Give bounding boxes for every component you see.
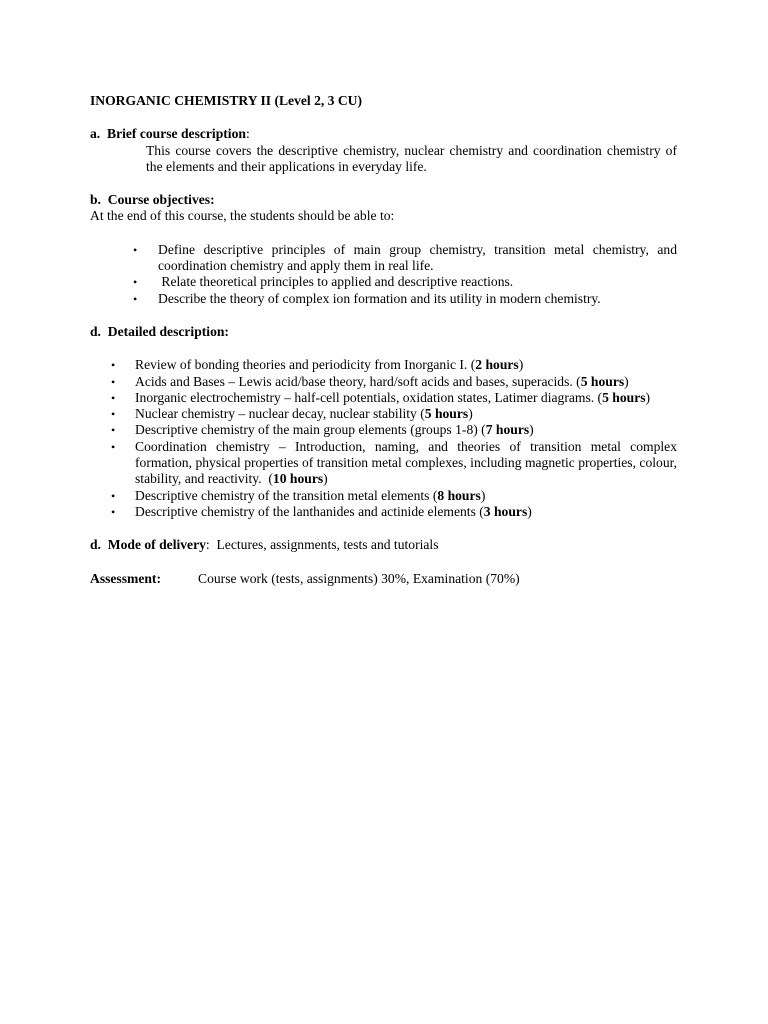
list-item [90,274,677,290]
item-close: ) [518,357,524,373]
item-text: Descriptive chemistry of the main group elements (groups 1-8) ( [135,422,486,438]
section-b-heading [90,192,677,208]
course-title: INORGANIC CHEMISTRY II (Level 2, 3 CU) [90,93,363,108]
bullet-icon: • [111,488,116,503]
item-hours: 7 hours [485,422,530,438]
list-item [90,374,677,390]
item-hours: 5 hours [424,406,469,422]
item-text: Inorganic electrochemistry – half-cell potentials, oxidation states, Latimer diagrams. ( [135,389,603,405]
section-b-prefix: b. [90,192,101,208]
item-text: Descriptive chemistry of the lanthanides and actinide elements ( [135,503,484,519]
list-item [90,488,677,504]
assessment-text: Course work (tests, assignments) 30%, Examination (70%) [198,570,520,586]
item-text: Review of bonding theories and periodicity from Inorganic I. ( [135,357,476,373]
section-a-colon: : [245,126,250,142]
item-hours: 8 hours [437,487,481,503]
section-a-title: Brief course description [107,126,246,142]
item-hours: 2 hours [475,357,519,373]
item-hours: 10 hours [272,471,324,487]
section-a-heading [90,126,677,142]
delivery-title: Mode of delivery [107,537,206,553]
list-item [90,357,677,373]
list-item [90,438,681,488]
course-description: This course covers the descriptive chemistry, nuclear chemistry and coordination chemistry of the elements and their applications in everyday life. [146,142,677,174]
bullet-icon: • [111,390,116,405]
item-close: ) [468,406,473,422]
objective-text: Define descriptive principles of main group chemistry, transition metal chemistry, and coordination chemistry and apply them in real life. [158,241,677,274]
bullet-icon: • [111,504,116,519]
section-d-prefix: d. [90,323,101,339]
item-text: Coordination chemistry – Introduction, naming, and theories of transition metal complex formation, physical properties of transition metal complexes, including magnetic properties, colour, stability, and reactivity. ( [135,438,681,487]
list-item [90,242,677,275]
item-close: ) [645,389,651,405]
objectives-intro: At the end of this course, the students should be able to: [90,208,395,224]
item-hours: 5 hours [602,389,646,405]
list-item [90,406,677,422]
delivery-text: : Lectures, assignments, tests and tutorials [205,537,439,553]
item-hours: 5 hours [580,373,625,389]
bullet-icon: • [111,358,116,373]
bullet-icon: • [133,242,138,257]
delivery-prefix: d. [90,537,101,553]
item-close: ) [527,503,532,519]
section-d-heading [90,324,677,340]
list-item [90,504,677,520]
item-text: Acids and Bases – Lewis acid/base theory, hard/soft acids and bases, superacids. ( [135,373,581,389]
mode-of-delivery [90,537,677,553]
item-text: Nuclear chemistry – nuclear decay, nuclear stability ( [135,406,425,422]
bullet-icon: • [111,374,116,389]
assessment-row [90,571,677,587]
detailed-description-list [90,357,681,520]
item-close: ) [323,471,328,487]
objective-text: Describe the theory of complex ion formation and its utility in modern chemistry. [158,290,601,306]
bullet-icon: • [111,407,116,422]
item-close: ) [624,373,629,389]
list-item [90,291,677,307]
bullet-icon: • [111,423,116,438]
assessment-label: Assessment: [90,570,161,586]
section-d-title: Detailed description: [107,323,229,339]
section-b-title: Course objectives: [107,192,215,208]
list-item [90,422,677,438]
bullet-icon: • [133,291,138,306]
bullet-icon: • [111,439,116,454]
section-a-prefix: a. [90,126,101,142]
list-item [90,390,677,406]
bullet-icon: • [133,275,138,290]
item-close: ) [480,487,486,503]
item-text: Descriptive chemistry of the transition metal elements ( [135,487,438,503]
objectives-list [90,242,677,307]
item-hours: 3 hours [483,503,528,519]
item-close: ) [529,422,534,438]
objective-text: Relate theoretical principles to applied and descriptive reactions. [158,274,514,290]
document-page [90,93,681,587]
